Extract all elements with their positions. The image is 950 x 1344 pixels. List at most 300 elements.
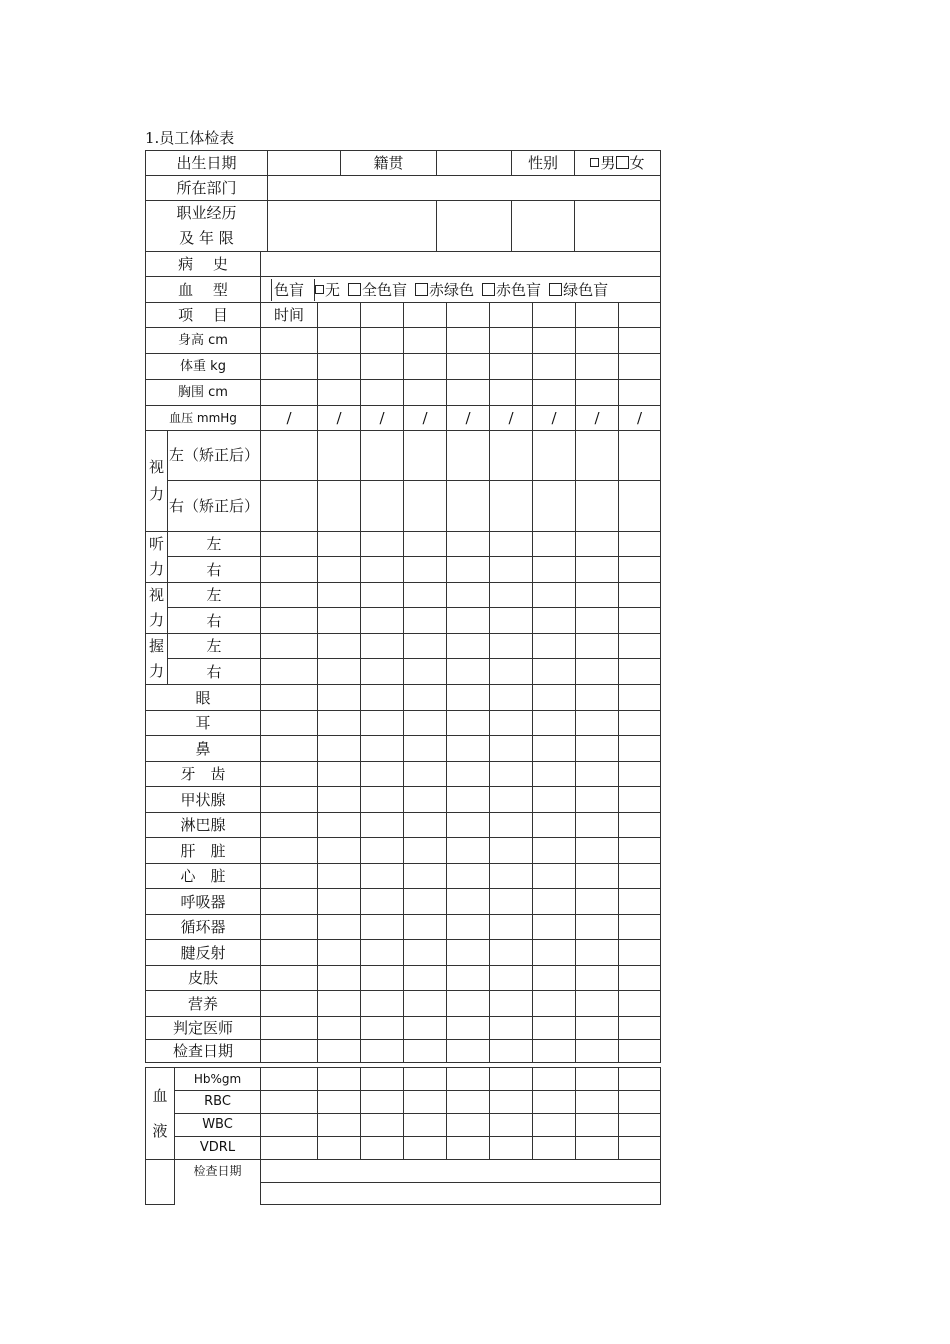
organ-cell[interactable]: [404, 736, 447, 762]
organ-cell[interactable]: [261, 940, 318, 966]
organ-cell[interactable]: [261, 736, 318, 762]
organ-cell[interactable]: [533, 1040, 576, 1063]
vision-left-corrected-cell[interactable]: [619, 431, 661, 481]
vision-right-corrected-cell[interactable]: [361, 481, 404, 532]
organ-cell[interactable]: [619, 940, 661, 966]
organ-cell[interactable]: [576, 940, 619, 966]
organ-cell[interactable]: [533, 762, 576, 787]
hearing-left-cell[interactable]: [318, 532, 361, 557]
organ-cell[interactable]: [447, 813, 490, 838]
organ-cell[interactable]: [576, 711, 619, 736]
organ-cell[interactable]: [490, 864, 533, 889]
blood-item-cell[interactable]: [361, 1068, 404, 1091]
organ-cell[interactable]: [619, 736, 661, 762]
organ-cell[interactable]: [261, 864, 318, 889]
hearing-right-cell[interactable]: [447, 557, 490, 583]
organ-cell[interactable]: [576, 787, 619, 813]
grip-right-cell[interactable]: [619, 659, 661, 685]
blood-item-cell[interactable]: [447, 1091, 490, 1114]
blood-item-cell[interactable]: [361, 1114, 404, 1137]
color-blind-checkbox[interactable]: [549, 283, 562, 296]
weight-cell[interactable]: [318, 354, 361, 380]
gender-female-checkbox[interactable]: [616, 156, 629, 169]
blood-pressure-cell[interactable]: /: [447, 406, 490, 431]
hearing-right-cell[interactable]: [261, 557, 318, 583]
career-field-3[interactable]: [512, 201, 575, 252]
organ-cell[interactable]: [404, 685, 447, 711]
organ-cell[interactable]: [490, 991, 533, 1017]
grip-left-cell[interactable]: [318, 634, 361, 659]
organ-cell[interactable]: [490, 736, 533, 762]
organ-cell[interactable]: [261, 966, 318, 991]
organ-cell[interactable]: [361, 940, 404, 966]
organ-cell[interactable]: [619, 838, 661, 864]
color-blind-option[interactable]: [549, 281, 608, 299]
time-header-cell[interactable]: [576, 303, 619, 328]
organ-cell[interactable]: [490, 762, 533, 787]
time-header-cell[interactable]: [619, 303, 661, 328]
height-cell[interactable]: [318, 328, 361, 354]
blood-item-cell[interactable]: [447, 1114, 490, 1137]
vision-left-cell[interactable]: [576, 583, 619, 608]
vision-left-corrected-cell[interactable]: [261, 431, 318, 481]
organ-cell[interactable]: [447, 1017, 490, 1040]
grip-right-cell[interactable]: [261, 659, 318, 685]
organ-cell[interactable]: [261, 813, 318, 838]
gender-field[interactable]: [575, 151, 661, 176]
blood-item-cell[interactable]: [361, 1091, 404, 1114]
organ-cell[interactable]: [447, 838, 490, 864]
vision-left-cell[interactable]: [490, 583, 533, 608]
blood-item-cell[interactable]: [533, 1114, 576, 1137]
organ-cell[interactable]: [533, 940, 576, 966]
organ-cell[interactable]: [533, 838, 576, 864]
organ-cell[interactable]: [533, 813, 576, 838]
hearing-right-cell[interactable]: [490, 557, 533, 583]
organ-cell[interactable]: [619, 762, 661, 787]
organ-cell[interactable]: [361, 966, 404, 991]
hearing-left-cell[interactable]: [361, 532, 404, 557]
organ-cell[interactable]: [404, 711, 447, 736]
vision-right-corrected-cell[interactable]: [619, 481, 661, 532]
organ-cell[interactable]: [533, 915, 576, 940]
grip-left-cell[interactable]: [490, 634, 533, 659]
time-header-cell[interactable]: [318, 303, 361, 328]
blood-item-cell[interactable]: [619, 1114, 661, 1137]
vision-right-cell[interactable]: [318, 608, 361, 634]
blood-footer-blank[interactable]: [175, 1182, 261, 1204]
organ-cell[interactable]: [318, 813, 361, 838]
organ-cell[interactable]: [576, 889, 619, 915]
organ-cell[interactable]: [576, 864, 619, 889]
blood-item-cell[interactable]: [490, 1137, 533, 1160]
blood-item-cell[interactable]: [261, 1114, 318, 1137]
height-cell[interactable]: [404, 328, 447, 354]
blood-item-cell[interactable]: [361, 1137, 404, 1160]
hearing-right-cell[interactable]: [404, 557, 447, 583]
organ-cell[interactable]: [447, 736, 490, 762]
hearing-right-cell[interactable]: [361, 557, 404, 583]
medical-history-field[interactable]: [261, 252, 661, 277]
organ-cell[interactable]: [490, 966, 533, 991]
organ-cell[interactable]: [261, 787, 318, 813]
organ-cell[interactable]: [404, 991, 447, 1017]
organ-cell[interactable]: [576, 762, 619, 787]
vision-right-corrected-cell[interactable]: [261, 481, 318, 532]
grip-right-cell[interactable]: [576, 659, 619, 685]
chest-cell[interactable]: [261, 380, 318, 406]
organ-cell[interactable]: [533, 685, 576, 711]
birth-date-field[interactable]: [268, 151, 341, 176]
time-header-cell[interactable]: [533, 303, 576, 328]
organ-cell[interactable]: [447, 711, 490, 736]
blood-item-cell[interactable]: [490, 1114, 533, 1137]
blood-item-cell[interactable]: [619, 1137, 661, 1160]
chest-cell[interactable]: [533, 380, 576, 406]
blood-item-cell[interactable]: [490, 1068, 533, 1091]
time-header-cell[interactable]: [447, 303, 490, 328]
organ-cell[interactable]: [576, 736, 619, 762]
organ-cell[interactable]: [619, 711, 661, 736]
blood-item-cell[interactable]: [576, 1137, 619, 1160]
blood-item-cell[interactable]: [576, 1091, 619, 1114]
organ-cell[interactable]: [619, 685, 661, 711]
organ-cell[interactable]: [447, 864, 490, 889]
blood-footer-side[interactable]: [146, 1160, 175, 1205]
time-header-cell[interactable]: [361, 303, 404, 328]
organ-cell[interactable]: [318, 940, 361, 966]
career-field-2[interactable]: [437, 201, 512, 252]
organ-cell[interactable]: [261, 1017, 318, 1040]
blood-pressure-cell[interactable]: /: [361, 406, 404, 431]
weight-cell[interactable]: [533, 354, 576, 380]
vision-left-corrected-cell[interactable]: [404, 431, 447, 481]
height-cell[interactable]: [361, 328, 404, 354]
height-cell[interactable]: [447, 328, 490, 354]
organ-cell[interactable]: [447, 685, 490, 711]
blood-pressure-cell[interactable]: /: [490, 406, 533, 431]
organ-cell[interactable]: [490, 1040, 533, 1063]
organ-cell[interactable]: [318, 1040, 361, 1063]
vision-left-cell[interactable]: [318, 583, 361, 608]
gender-male-checkbox[interactable]: [590, 158, 599, 167]
time-header-cell[interactable]: [404, 303, 447, 328]
organ-cell[interactable]: [361, 889, 404, 915]
career-field-1[interactable]: [268, 201, 437, 252]
chest-cell[interactable]: [361, 380, 404, 406]
organ-cell[interactable]: [490, 915, 533, 940]
organ-cell[interactable]: [576, 966, 619, 991]
organ-cell[interactable]: [261, 991, 318, 1017]
hearing-left-cell[interactable]: [533, 532, 576, 557]
blood-item-cell[interactable]: [576, 1068, 619, 1091]
blood-item-cell[interactable]: [490, 1091, 533, 1114]
blood-pressure-cell[interactable]: /: [404, 406, 447, 431]
blood-item-cell[interactable]: [533, 1091, 576, 1114]
weight-cell[interactable]: [361, 354, 404, 380]
hearing-left-cell[interactable]: [576, 532, 619, 557]
blood-item-cell[interactable]: [404, 1114, 447, 1137]
organ-cell[interactable]: [490, 940, 533, 966]
organ-cell[interactable]: [490, 889, 533, 915]
blood-check-date-field[interactable]: [261, 1160, 661, 1183]
organ-cell[interactable]: [576, 991, 619, 1017]
color-blind-option[interactable]: [315, 281, 340, 299]
organ-cell[interactable]: [533, 864, 576, 889]
vision-right-corrected-cell[interactable]: [447, 481, 490, 532]
vision-right-cell[interactable]: [619, 608, 661, 634]
blood-item-cell[interactable]: [318, 1137, 361, 1160]
organ-cell[interactable]: [533, 889, 576, 915]
career-field-4[interactable]: [575, 201, 661, 252]
organ-cell[interactable]: [318, 1017, 361, 1040]
hearing-left-cell[interactable]: [619, 532, 661, 557]
organ-cell[interactable]: [619, 864, 661, 889]
blood-item-cell[interactable]: [619, 1068, 661, 1091]
hearing-right-cell[interactable]: [533, 557, 576, 583]
blood-item-cell[interactable]: [533, 1137, 576, 1160]
vision-right-corrected-cell[interactable]: [404, 481, 447, 532]
color-blind-checkbox[interactable]: [348, 283, 361, 296]
organ-cell[interactable]: [533, 1017, 576, 1040]
organ-cell[interactable]: [533, 991, 576, 1017]
organ-cell[interactable]: [447, 787, 490, 813]
organ-cell[interactable]: [619, 889, 661, 915]
time-header-cell[interactable]: [490, 303, 533, 328]
organ-cell[interactable]: [361, 864, 404, 889]
color-blind-option[interactable]: [348, 281, 407, 299]
organ-cell[interactable]: [318, 991, 361, 1017]
hearing-right-cell[interactable]: [619, 557, 661, 583]
organ-cell[interactable]: [404, 864, 447, 889]
vision-left-cell[interactable]: [619, 583, 661, 608]
vision-left-corrected-cell[interactable]: [490, 431, 533, 481]
organ-cell[interactable]: [361, 813, 404, 838]
hearing-left-cell[interactable]: [490, 532, 533, 557]
organ-cell[interactable]: [576, 838, 619, 864]
organ-cell[interactable]: [361, 711, 404, 736]
weight-cell[interactable]: [490, 354, 533, 380]
organ-cell[interactable]: [261, 838, 318, 864]
organ-cell[interactable]: [447, 966, 490, 991]
organ-cell[interactable]: [318, 915, 361, 940]
organ-cell[interactable]: [404, 838, 447, 864]
grip-right-cell[interactable]: [533, 659, 576, 685]
blood-item-cell[interactable]: [318, 1068, 361, 1091]
vision-left-corrected-cell[interactable]: [533, 431, 576, 481]
grip-right-cell[interactable]: [318, 659, 361, 685]
grip-right-cell[interactable]: [361, 659, 404, 685]
organ-cell[interactable]: [490, 813, 533, 838]
organ-cell[interactable]: [261, 711, 318, 736]
height-cell[interactable]: [533, 328, 576, 354]
organ-cell[interactable]: [318, 685, 361, 711]
organ-cell[interactable]: [490, 1017, 533, 1040]
vision-right-cell[interactable]: [361, 608, 404, 634]
organ-cell[interactable]: [447, 1040, 490, 1063]
blood-pressure-cell[interactable]: /: [318, 406, 361, 431]
organ-cell[interactable]: [261, 685, 318, 711]
blood-item-cell[interactable]: [533, 1068, 576, 1091]
organ-cell[interactable]: [533, 736, 576, 762]
vision-right-cell[interactable]: [490, 608, 533, 634]
weight-cell[interactable]: [447, 354, 490, 380]
organ-cell[interactable]: [576, 1017, 619, 1040]
organ-cell[interactable]: [318, 889, 361, 915]
organ-cell[interactable]: [404, 966, 447, 991]
weight-cell[interactable]: [404, 354, 447, 380]
vision-right-cell[interactable]: [261, 608, 318, 634]
chest-cell[interactable]: [490, 380, 533, 406]
chest-cell[interactable]: [318, 380, 361, 406]
vision-right-cell[interactable]: [447, 608, 490, 634]
organ-cell[interactable]: [261, 1040, 318, 1063]
blood-pressure-cell[interactable]: /: [619, 406, 661, 431]
height-cell[interactable]: [490, 328, 533, 354]
organ-cell[interactable]: [576, 1040, 619, 1063]
organ-cell[interactable]: [447, 889, 490, 915]
organ-cell[interactable]: [318, 838, 361, 864]
organ-cell[interactable]: [619, 813, 661, 838]
blood-item-cell[interactable]: [576, 1114, 619, 1137]
organ-cell[interactable]: [261, 915, 318, 940]
blood-footer-field[interactable]: [261, 1182, 661, 1204]
organ-cell[interactable]: [576, 813, 619, 838]
grip-left-cell[interactable]: [404, 634, 447, 659]
height-cell[interactable]: [619, 328, 661, 354]
organ-cell[interactable]: [447, 991, 490, 1017]
organ-cell[interactable]: [361, 762, 404, 787]
vision-left-cell[interactable]: [447, 583, 490, 608]
vision-left-cell[interactable]: [361, 583, 404, 608]
organ-cell[interactable]: [404, 889, 447, 915]
organ-cell[interactable]: [619, 1017, 661, 1040]
vision-left-cell[interactable]: [533, 583, 576, 608]
chest-cell[interactable]: [576, 380, 619, 406]
vision-right-cell[interactable]: [404, 608, 447, 634]
organ-cell[interactable]: [447, 940, 490, 966]
blood-item-cell[interactable]: [261, 1137, 318, 1160]
color-blind-checkbox[interactable]: [415, 283, 428, 296]
organ-cell[interactable]: [361, 991, 404, 1017]
blood-item-cell[interactable]: [619, 1091, 661, 1114]
organ-cell[interactable]: [619, 1040, 661, 1063]
organ-cell[interactable]: [490, 711, 533, 736]
chest-cell[interactable]: [447, 380, 490, 406]
organ-cell[interactable]: [619, 915, 661, 940]
chest-cell[interactable]: [619, 380, 661, 406]
vision-right-corrected-cell[interactable]: [490, 481, 533, 532]
organ-cell[interactable]: [447, 915, 490, 940]
organ-cell[interactable]: [490, 685, 533, 711]
blood-item-cell[interactable]: [404, 1068, 447, 1091]
organ-cell[interactable]: [361, 787, 404, 813]
weight-cell[interactable]: [619, 354, 661, 380]
color-blind-checkbox[interactable]: [315, 285, 324, 294]
organ-cell[interactable]: [404, 1040, 447, 1063]
organ-cell[interactable]: [447, 762, 490, 787]
grip-left-cell[interactable]: [261, 634, 318, 659]
grip-left-cell[interactable]: [361, 634, 404, 659]
vision-left-corrected-cell[interactable]: [318, 431, 361, 481]
organ-cell[interactable]: [404, 1017, 447, 1040]
vision-left-cell[interactable]: [261, 583, 318, 608]
color-blind-option[interactable]: [415, 281, 474, 299]
hearing-right-cell[interactable]: [318, 557, 361, 583]
organ-cell[interactable]: [361, 838, 404, 864]
organ-cell[interactable]: [261, 889, 318, 915]
organ-cell[interactable]: [619, 787, 661, 813]
blood-item-cell[interactable]: [318, 1091, 361, 1114]
chest-cell[interactable]: [404, 380, 447, 406]
organ-cell[interactable]: [533, 787, 576, 813]
organ-cell[interactable]: [619, 966, 661, 991]
organ-cell[interactable]: [404, 940, 447, 966]
blood-item-cell[interactable]: [261, 1091, 318, 1114]
vision-left-corrected-cell[interactable]: [576, 431, 619, 481]
grip-left-cell[interactable]: [447, 634, 490, 659]
grip-left-cell[interactable]: [576, 634, 619, 659]
blood-type-field[interactable]: [261, 277, 661, 303]
grip-right-cell[interactable]: [447, 659, 490, 685]
native-place-field[interactable]: [437, 151, 512, 176]
organ-cell[interactable]: [576, 685, 619, 711]
vision-right-cell[interactable]: [576, 608, 619, 634]
height-cell[interactable]: [261, 328, 318, 354]
organ-cell[interactable]: [490, 787, 533, 813]
organ-cell[interactable]: [361, 1040, 404, 1063]
blood-pressure-cell[interactable]: /: [533, 406, 576, 431]
blood-pressure-cell[interactable]: /: [261, 406, 318, 431]
color-blind-option[interactable]: [482, 281, 541, 299]
blood-item-cell[interactable]: [404, 1091, 447, 1114]
blood-item-cell[interactable]: [318, 1114, 361, 1137]
organ-cell[interactable]: [361, 685, 404, 711]
vision-left-corrected-cell[interactable]: [447, 431, 490, 481]
grip-left-cell[interactable]: [533, 634, 576, 659]
blood-item-cell[interactable]: [404, 1137, 447, 1160]
organ-cell[interactable]: [361, 1017, 404, 1040]
organ-cell[interactable]: [261, 762, 318, 787]
organ-cell[interactable]: [404, 762, 447, 787]
vision-left-corrected-cell[interactable]: [361, 431, 404, 481]
hearing-left-cell[interactable]: [404, 532, 447, 557]
height-cell[interactable]: [576, 328, 619, 354]
blood-pressure-cell[interactable]: /: [576, 406, 619, 431]
organ-cell[interactable]: [318, 787, 361, 813]
vision-left-cell[interactable]: [404, 583, 447, 608]
hearing-right-cell[interactable]: [576, 557, 619, 583]
organ-cell[interactable]: [533, 966, 576, 991]
organ-cell[interactable]: [318, 736, 361, 762]
organ-cell[interactable]: [619, 991, 661, 1017]
color-blind-checkbox[interactable]: [482, 283, 495, 296]
organ-cell[interactable]: [318, 966, 361, 991]
organ-cell[interactable]: [533, 711, 576, 736]
vision-right-corrected-cell[interactable]: [318, 481, 361, 532]
weight-cell[interactable]: [576, 354, 619, 380]
hearing-left-cell[interactable]: [261, 532, 318, 557]
blood-item-cell[interactable]: [261, 1068, 318, 1091]
organ-cell[interactable]: [318, 711, 361, 736]
blood-item-cell[interactable]: [447, 1068, 490, 1091]
vision-right-corrected-cell[interactable]: [576, 481, 619, 532]
organ-cell[interactable]: [318, 864, 361, 889]
organ-cell[interactable]: [490, 838, 533, 864]
organ-cell[interactable]: [361, 736, 404, 762]
vision-right-corrected-cell[interactable]: [533, 481, 576, 532]
organ-cell[interactable]: [576, 915, 619, 940]
